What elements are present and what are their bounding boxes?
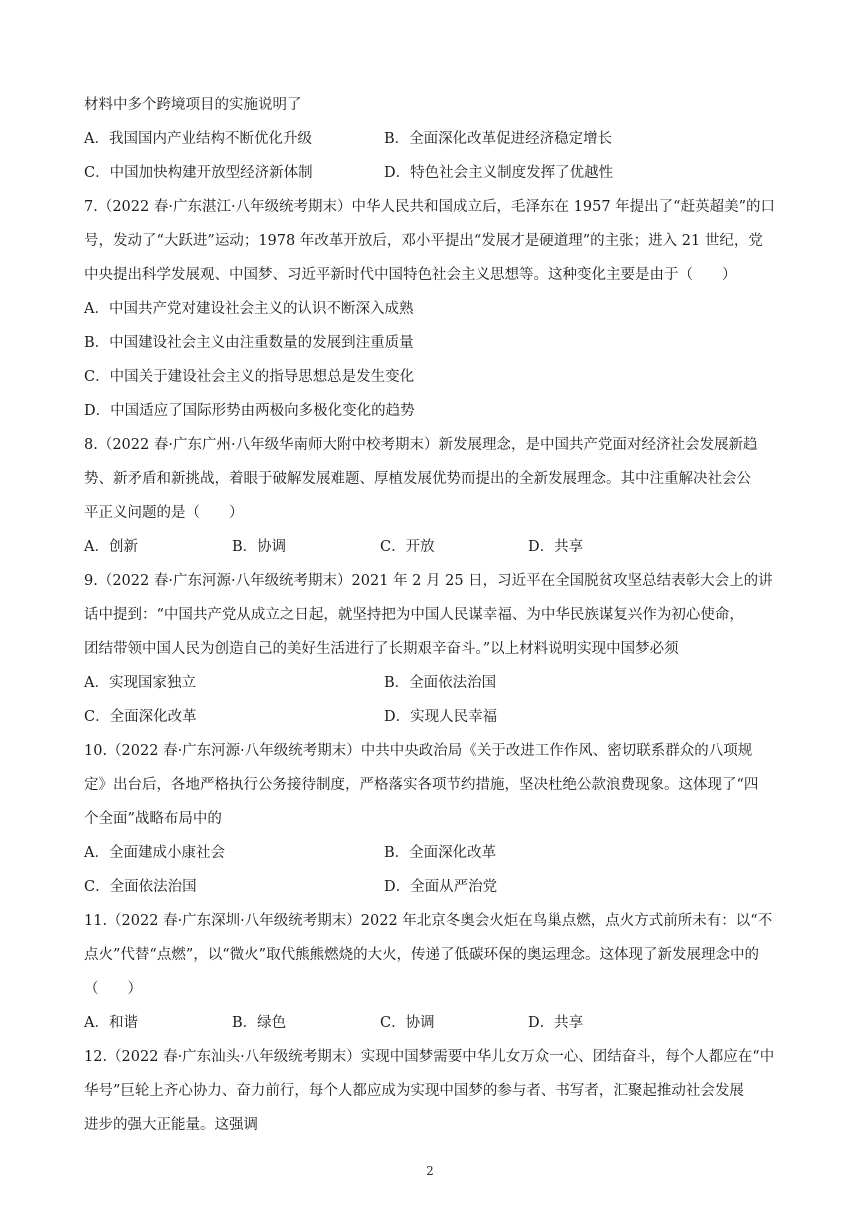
q7-stem-line: 7.（2022 春·广东湛江·八年级统考期末）中华人民共和国成立后，毛泽东在 1957 年提出了“赶英超美”的口 <box>84 199 776 215</box>
q8-stem-line: 8.（2022 春·广东广州·八年级华南师大附中校考期末）新发展理念，是中国共产党面对经济社会发展新趋 <box>84 437 758 453</box>
page-number: 2 <box>426 1164 434 1178</box>
q7-option-c[interactable]: C．中国关于建设社会主义的指导思想总是发生变化 <box>84 369 415 385</box>
q11-stem-line: （ ） <box>84 981 142 997</box>
q8-option-b[interactable]: B．协调 <box>232 539 287 555</box>
q9-option-b[interactable]: B．全面依法治国 <box>384 675 497 691</box>
q8-options-row <box>84 530 784 564</box>
q11-option-b[interactable]: B．绿色 <box>232 1015 287 1031</box>
q10-option-c[interactable]: C．全面依法治国 <box>84 879 197 895</box>
q10-options-row-2 <box>84 870 784 904</box>
q8-stem-line: 势、新矛盾和新挑战，着眼于破解发展难题、厚植发展优势而提出的全新发展理念。其中注重解决社会公 <box>84 471 751 487</box>
q8-option-a[interactable]: A．创新 <box>84 539 138 555</box>
page-content <box>84 88 784 1142</box>
q11-stem-line: 点火”代替“点燃”，以“微火”取代熊熊燃烧的大火，传递了低碳环保的奥运理念。这体现了新发展理念中的 <box>84 947 760 963</box>
q6-option-a[interactable]: A．我国国内产业结构不断优化升级 <box>84 131 312 147</box>
q7-option-b[interactable]: B．中国建设社会主义由注重数量的发展到注重质量 <box>84 335 414 351</box>
q11-option-c[interactable]: C．协调 <box>380 1015 435 1031</box>
q6-option-d[interactable]: D．特色社会主义制度发挥了优越性 <box>384 165 614 181</box>
q6-option-c[interactable]: C．中国加快构建开放型经济新体制 <box>84 165 313 181</box>
question-intro: 材料中多个跨境项目的实施说明了 <box>84 97 302 113</box>
q10-options-row-1 <box>84 836 784 870</box>
q9-stem-line: 话中提到：“中国共产党从成立之日起，就坚持把为中国人民谋幸福、为中华民族谋复兴作为初心使命， <box>84 607 744 623</box>
q11-stem-line: 11.（2022 春·广东深圳·八年级统考期末）2022 年北京冬奥会火炬在鸟巢点燃，点火方式前所未有：以“不 <box>84 913 773 929</box>
q9-option-c[interactable]: C．全面深化改革 <box>84 709 197 725</box>
q8-stem-line: 平正义问题的是（ ） <box>84 505 244 521</box>
q11-option-d[interactable]: D．共享 <box>528 1015 584 1031</box>
q9-options-row-2 <box>84 700 784 734</box>
q10-option-d[interactable]: D．全面从严治党 <box>384 879 498 895</box>
q9-stem-line: 团结带领中国人民为创造自己的美好生活进行了长期艰辛奋斗。”以上材料说明实现中国梦必须 <box>84 641 679 657</box>
q11-options-row <box>84 1006 784 1040</box>
q9-option-a[interactable]: A．实现国家独立 <box>84 675 196 691</box>
q10-stem-line: 个全面”战略布局中的 <box>84 811 222 827</box>
q7-option-d[interactable]: D．中国适应了国际形势由两极向多极化变化的趋势 <box>84 403 415 419</box>
q7-option-a[interactable]: A．中国共产党对建设社会主义的认识不断深入成熟 <box>84 301 414 317</box>
q11-option-a[interactable]: A．和谐 <box>84 1015 138 1031</box>
q7-stem-line: 中央提出科学发展观、中国梦、习近平新时代中国特色社会主义思想等。这种变化主要是由于（ ） <box>84 267 737 283</box>
q8-option-c[interactable]: C．开放 <box>380 539 435 555</box>
q12-stem-line: 进步的强大正能量。这强调 <box>84 1117 258 1133</box>
q10-stem-line: 定》出台后，各地严格执行公务接待制度，严格落实各项节约措施，坚决杜绝公款浪费现象。这体现了“四 <box>84 777 759 793</box>
q10-option-a[interactable]: A．全面建成小康社会 <box>84 845 225 861</box>
q6-options-row-1 <box>84 122 784 156</box>
q9-stem-line: 9.（2022 春·广东河源·八年级统考期末）2021 年 2 月 25 日，习近平在全国脱贫攻坚总结表彰大会上的讲 <box>84 573 773 589</box>
q10-option-b[interactable]: B．全面深化改革 <box>384 845 497 861</box>
q12-stem-line: 华号”巨轮上齐心协力、奋力前行，每个人都应成为实现中国梦的参与者、书写者，汇聚起推动社会发展 <box>84 1083 744 1099</box>
q7-stem-line: 号，发动了“大跃进”运动；1978 年改革开放后，邓小平提出“发展才是硬道理”的主张；进入 21 世纪，党 <box>84 233 763 249</box>
q9-options-row-1 <box>84 666 784 700</box>
q6-options-row-2 <box>84 156 784 190</box>
q9-option-d[interactable]: D．实现人民幸福 <box>384 709 498 725</box>
q10-stem-line: 10.（2022 春·广东河源·八年级统考期末）中共中央政治局《关于改进工作作风、密切联系群众的八项规 <box>84 743 753 759</box>
q12-stem-line: 12.（2022 春·广东汕头·八年级统考期末）实现中国梦需要中华儿女万众一心、团结奋斗，每个人都应在“中 <box>84 1049 775 1065</box>
q8-option-d[interactable]: D．共享 <box>528 539 584 555</box>
q6-option-b[interactable]: B．全面深化改革促进经济稳定增长 <box>384 131 613 147</box>
